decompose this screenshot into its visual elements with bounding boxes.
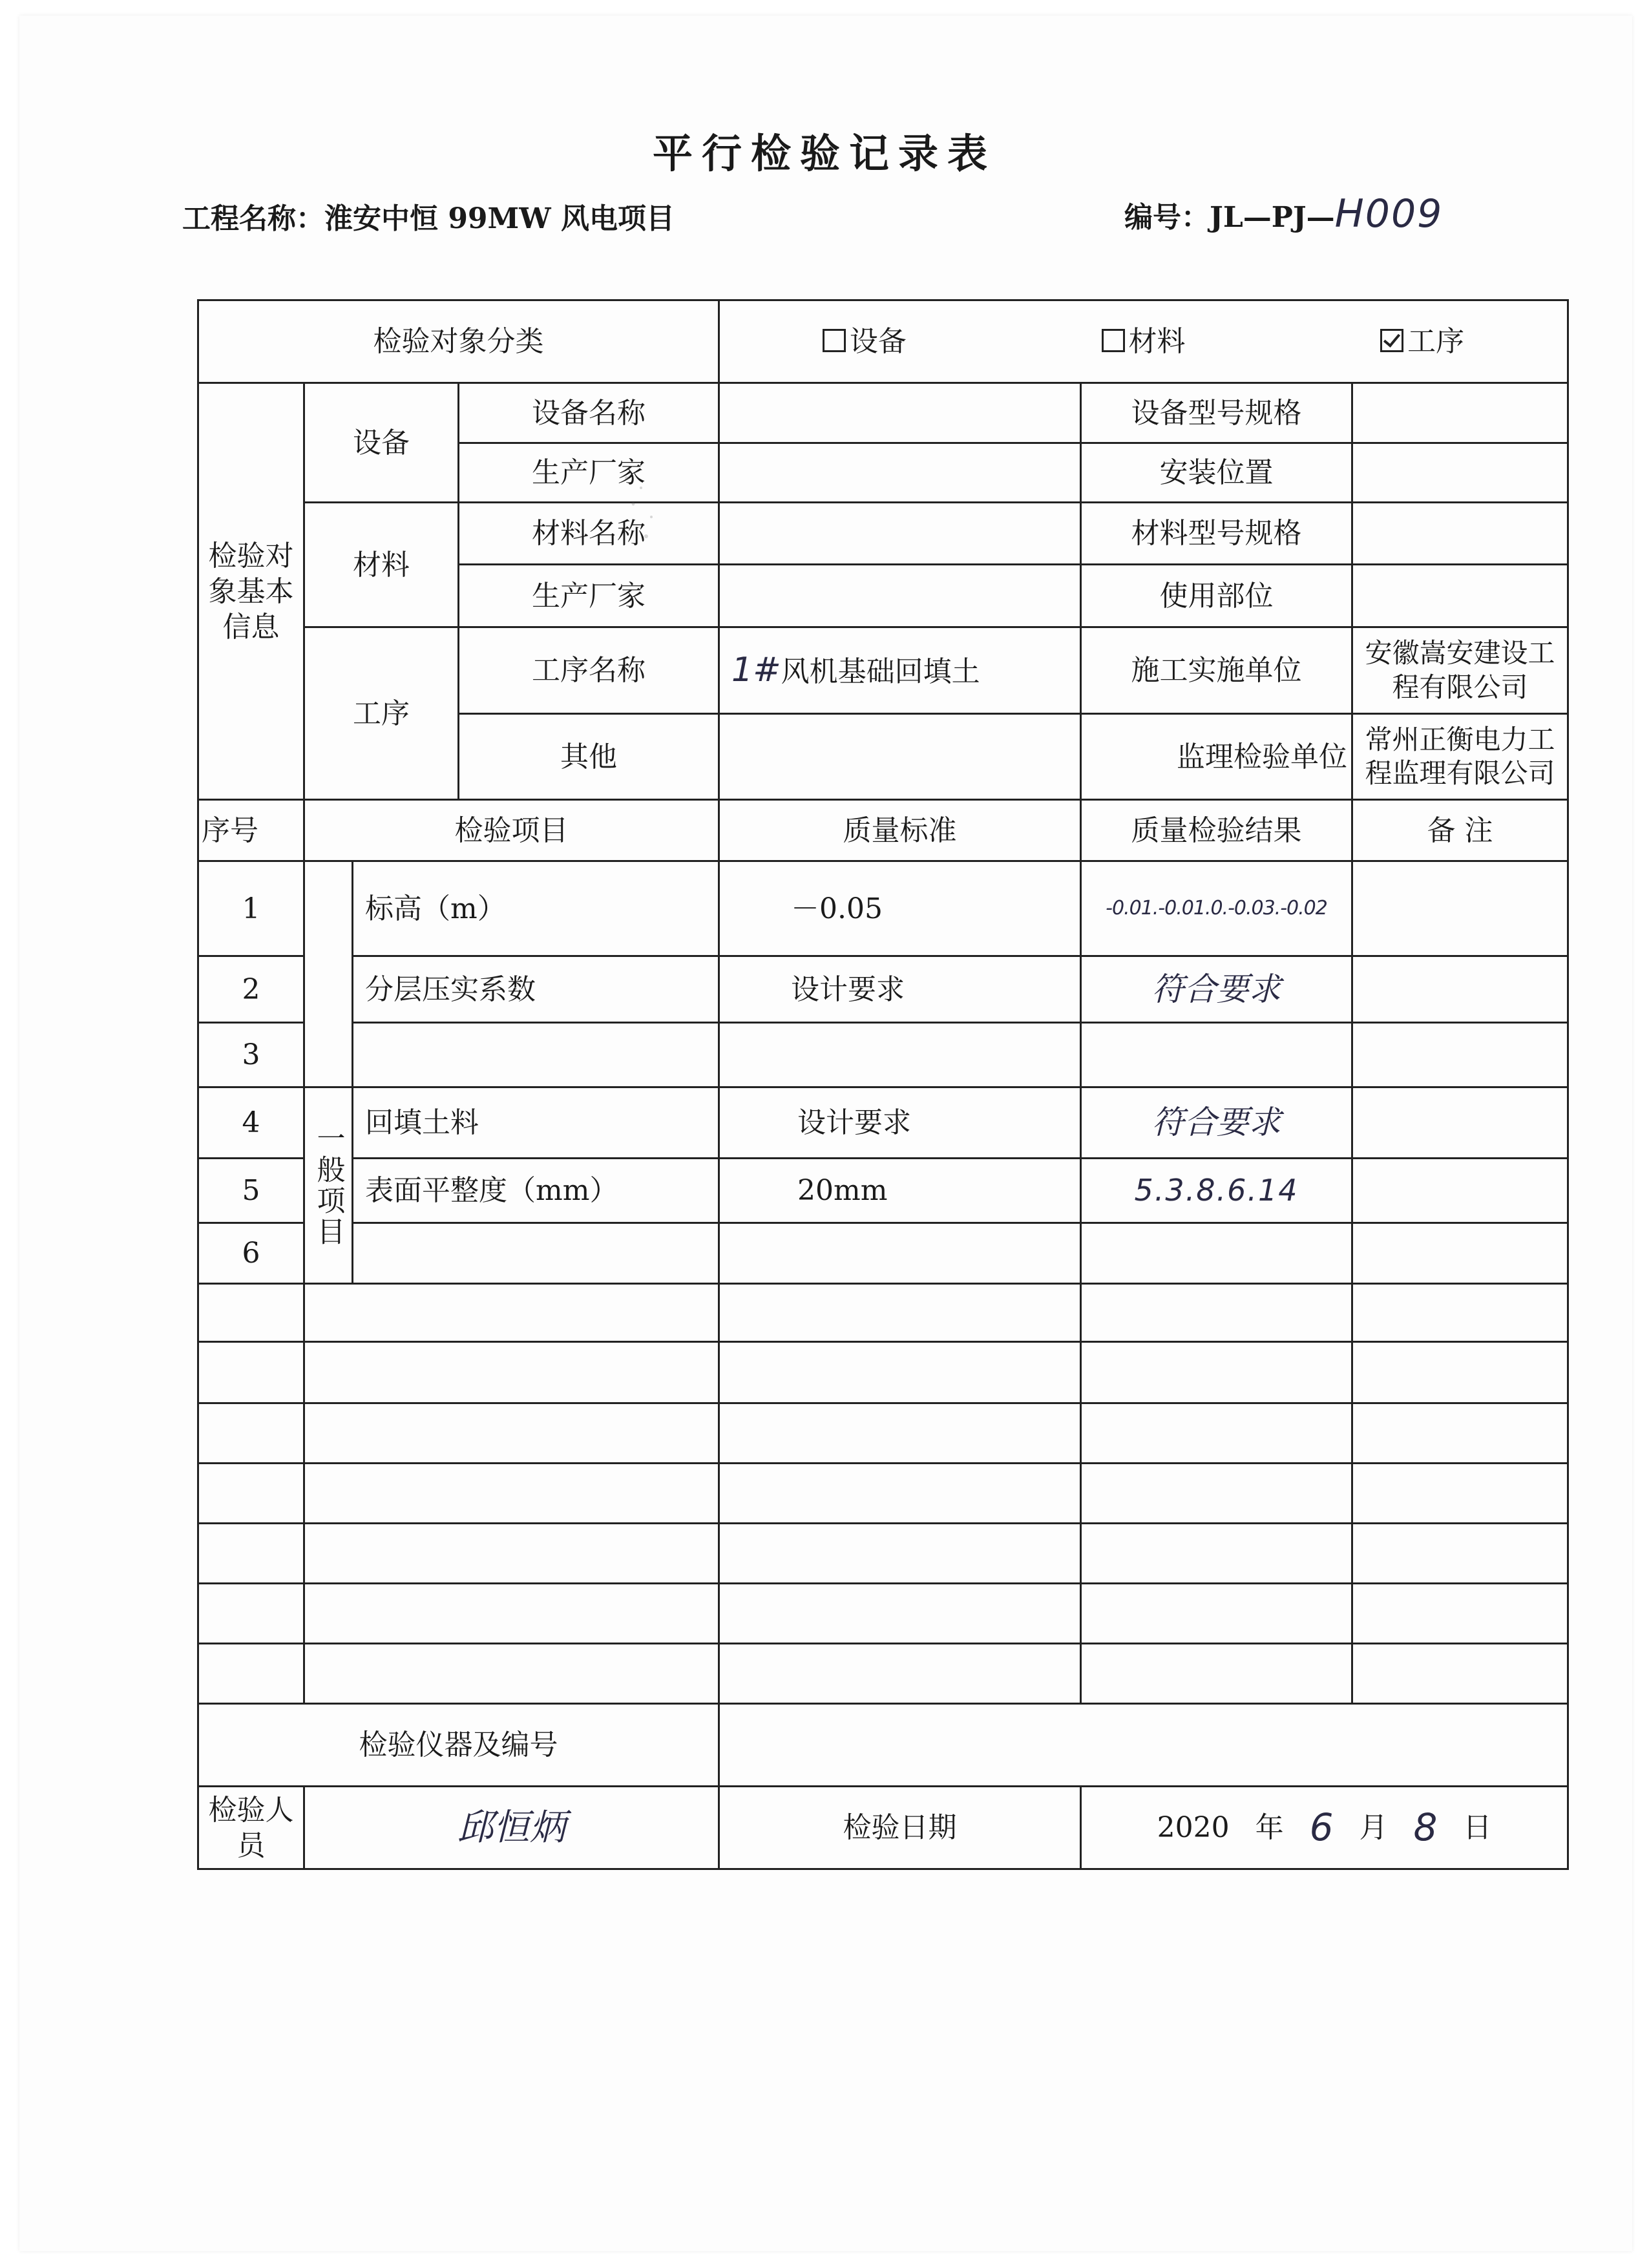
table-row: [198, 1159, 1568, 1223]
project-line: [182, 195, 675, 236]
material-group-label: 材料: [304, 503, 459, 627]
material-maker-label: 生产厂家: [459, 565, 719, 627]
blank-cell[interactable]: [719, 1644, 1081, 1704]
item-remark[interactable]: [1352, 1087, 1568, 1159]
blank-cell[interactable]: [719, 1342, 1081, 1403]
item-name: [353, 1223, 719, 1284]
date-month: 6: [1309, 1805, 1334, 1850]
blank-cell[interactable]: [304, 1644, 719, 1704]
checkbox-icon: [823, 329, 846, 352]
item-no: 4: [198, 1087, 304, 1159]
material-name-value[interactable]: [719, 503, 1081, 565]
blank-cell[interactable]: [304, 1464, 719, 1524]
signature-row: [198, 1787, 1568, 1869]
equipment-group-label: 设备: [304, 383, 459, 503]
blank-cell[interactable]: [719, 1524, 1081, 1584]
blank-cell[interactable]: [1352, 1644, 1568, 1704]
header-result: 质量检验结果: [1081, 800, 1352, 861]
inspector-signature[interactable]: 邱恒炳: [304, 1787, 719, 1869]
blank-cell[interactable]: [1352, 1584, 1568, 1644]
blank-cell: [198, 1403, 304, 1464]
category-label: 检验对象分类: [198, 300, 719, 383]
material-usage-value[interactable]: [1352, 565, 1568, 627]
item-remark[interactable]: [1352, 1023, 1568, 1087]
process-name-label: 工序名称: [459, 627, 719, 714]
blank-row: [198, 1284, 1568, 1342]
date-year-unit: 年: [1255, 1811, 1284, 1844]
table-row: [198, 861, 1568, 956]
blank-cell[interactable]: [1352, 1342, 1568, 1403]
date-day-unit: 日: [1463, 1811, 1492, 1844]
header-remark: 备 注: [1352, 800, 1568, 861]
item-standard: 20mm: [719, 1159, 1081, 1223]
table-row: [198, 1087, 1568, 1159]
blank-cell[interactable]: [1352, 1524, 1568, 1584]
basic-info-label: 检验对象基本信息: [198, 383, 304, 800]
blank-cell: [198, 1584, 304, 1644]
item-standard: [719, 1023, 1081, 1087]
item-standard: 设计要求: [719, 956, 1081, 1023]
item-no: 6: [198, 1223, 304, 1284]
process-group-label: 工序: [304, 627, 459, 800]
blank-cell[interactable]: [1081, 1524, 1352, 1584]
item-standard: －0.05: [719, 861, 1081, 956]
category-options: [719, 300, 1568, 383]
item-name: 标高（m）: [353, 861, 719, 956]
number-handwritten: H009: [1334, 191, 1444, 236]
item-name: 表面平整度（mm）: [353, 1159, 719, 1223]
material-maker-value[interactable]: [719, 565, 1081, 627]
item-result[interactable]: 符合要求: [1081, 956, 1352, 1023]
project-label: 工程名称：: [182, 202, 324, 235]
header-item: 检验项目: [304, 800, 719, 861]
item-result[interactable]: -0.01.-0.01.0.-0.03.-0.02: [1081, 861, 1352, 956]
material-usage-label: 使用部位: [1081, 565, 1352, 627]
equipment-model-value[interactable]: [1352, 383, 1568, 443]
option-equipment[interactable]: 设备: [823, 324, 907, 359]
item-standard: [719, 1223, 1081, 1284]
item-name: 分层压实系数: [353, 956, 719, 1023]
equipment-location-value[interactable]: [1352, 443, 1568, 503]
blank-cell[interactable]: [719, 1464, 1081, 1524]
blank-row: [198, 1403, 1568, 1464]
process-other-label: 其他: [459, 714, 719, 800]
item-remark[interactable]: [1352, 1223, 1568, 1284]
header-standard: 质量标准: [719, 800, 1081, 861]
inspection-form-table: [197, 299, 1569, 1870]
blank-cell[interactable]: [1081, 1342, 1352, 1403]
category-row: [198, 300, 1568, 383]
date-day: 8: [1413, 1805, 1438, 1850]
process-supervisor-label: 监理检验单位: [1081, 714, 1352, 800]
blank-cell[interactable]: [1081, 1403, 1352, 1464]
option-process[interactable]: 工序: [1380, 324, 1464, 359]
equipment-name-value[interactable]: [719, 383, 1081, 443]
blank-cell: [198, 1464, 304, 1524]
item-remark[interactable]: [1352, 1159, 1568, 1223]
blank-cell: [198, 1284, 304, 1342]
table-row: [198, 1223, 1568, 1284]
equipment-location-label: 安装位置: [1081, 443, 1352, 503]
date-month-unit: 月: [1359, 1811, 1388, 1844]
page-title: 平行检验记录表: [652, 130, 996, 177]
item-result[interactable]: [1081, 1023, 1352, 1087]
inspector-label: 检验人员: [198, 1787, 304, 1869]
equipment-name-label: 设备名称: [459, 383, 719, 443]
process-name-value[interactable]: 1#风机基础回填土: [719, 627, 1081, 714]
checkbox-checked-icon: [1380, 329, 1403, 352]
item-result[interactable]: 5.3.8.6.14: [1081, 1159, 1352, 1223]
blank-cell[interactable]: [304, 1342, 719, 1403]
equipment-model-label: 设备型号规格: [1081, 383, 1352, 443]
blank-row: [198, 1464, 1568, 1524]
item-remark[interactable]: [1352, 956, 1568, 1023]
blank-cell[interactable]: [304, 1284, 719, 1342]
equipment-maker-label: 生产厂家: [459, 443, 719, 503]
item-no: 1: [198, 861, 304, 956]
process-other-value[interactable]: [719, 714, 1081, 800]
blank-cell[interactable]: [1352, 1403, 1568, 1464]
item-name: [353, 1023, 719, 1087]
instrument-label: 检验仪器及编号: [198, 1704, 719, 1787]
equipment-maker-value[interactable]: [719, 443, 1081, 503]
blank-row: [198, 1342, 1568, 1403]
table-row: [198, 1023, 1568, 1087]
blank-cell[interactable]: [1081, 1464, 1352, 1524]
project-value: 淮安中恒 99MW 风电项目: [324, 202, 675, 235]
general-items-label: 一般项目: [304, 1087, 353, 1284]
items-header-row: [198, 800, 1568, 861]
process-supervisor-value[interactable]: 常州正衡电力工程监理有限公司: [1352, 714, 1568, 800]
blank-cell[interactable]: [304, 1403, 719, 1464]
instrument-row: [198, 1704, 1568, 1787]
blank-cell[interactable]: [719, 1584, 1081, 1644]
material-model-value[interactable]: [1352, 503, 1568, 565]
blank-cell: [198, 1644, 304, 1704]
table-row: [198, 956, 1568, 1023]
number-printed: JL—PJ—: [1210, 201, 1335, 234]
material-name-label: 材料名称: [459, 503, 719, 565]
item-standard: 设计要求: [719, 1087, 1081, 1159]
checkbox-icon: [1102, 329, 1125, 352]
item-no: 5: [198, 1159, 304, 1223]
blank-cell[interactable]: [719, 1403, 1081, 1464]
blank-cell[interactable]: [304, 1524, 719, 1584]
blank-cell: [198, 1342, 304, 1403]
group-cell-main: [304, 861, 353, 1087]
number-line: [1124, 191, 1443, 236]
blank-cell[interactable]: [719, 1284, 1081, 1342]
item-result[interactable]: 符合要求: [1081, 1087, 1352, 1159]
material-model-label: 材料型号规格: [1081, 503, 1352, 565]
blank-cell[interactable]: [1081, 1644, 1352, 1704]
date-label: 检验日期: [719, 1787, 1081, 1869]
blank-cell[interactable]: [1081, 1584, 1352, 1644]
date-value[interactable]: [1081, 1787, 1568, 1869]
blank-cell[interactable]: [1081, 1284, 1352, 1342]
item-no: 2: [198, 956, 304, 1023]
item-remark[interactable]: [1352, 861, 1568, 956]
blank-cell[interactable]: [1352, 1464, 1568, 1524]
number-label: 编号：: [1124, 201, 1210, 234]
process-unit-value[interactable]: 安徽嵩安建设工程有限公司: [1352, 627, 1568, 714]
blank-cell[interactable]: [1352, 1284, 1568, 1342]
option-material[interactable]: 材料: [1102, 324, 1186, 359]
date-year: 2020: [1157, 1811, 1230, 1844]
item-result[interactable]: [1081, 1223, 1352, 1284]
paper-smudge: [601, 452, 678, 556]
process-unit-label: 施工实施单位: [1081, 627, 1352, 714]
blank-row: [198, 1524, 1568, 1584]
header-no: 序号: [198, 800, 304, 861]
blank-row: [198, 1644, 1568, 1704]
blank-cell: [198, 1524, 304, 1584]
item-name: 回填土料: [353, 1087, 719, 1159]
instrument-value[interactable]: [719, 1704, 1568, 1787]
blank-row: [198, 1584, 1568, 1644]
blank-cell[interactable]: [304, 1584, 719, 1644]
item-no: 3: [198, 1023, 304, 1087]
